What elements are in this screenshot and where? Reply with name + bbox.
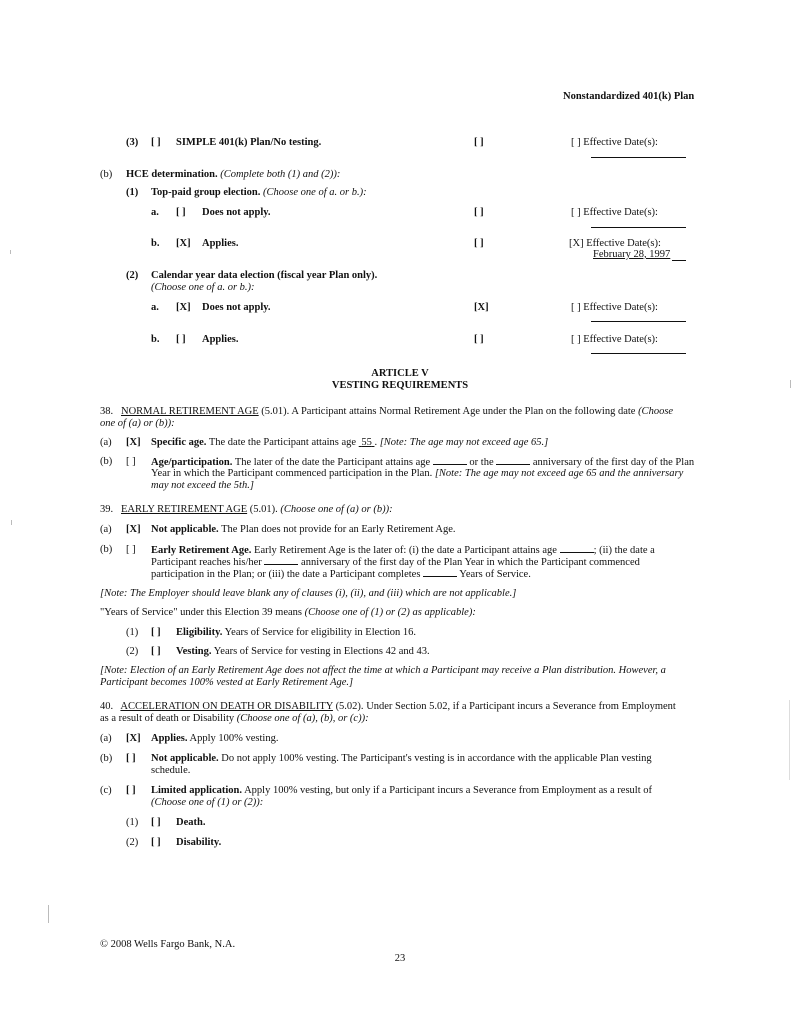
- election-text: as a result of death or Disability: [100, 713, 235, 724]
- instruction-note: may not exceed the 5th.]: [151, 480, 254, 491]
- checkbox[interactable]: [ ]: [474, 238, 484, 249]
- election-text: A Participant attains Normal Retirement Age under the Plan on the following date: [291, 406, 636, 417]
- effective-date-label: [X] Effective Date(s):: [569, 238, 661, 249]
- instruction-note: (Choose one of (1) or (2)):: [151, 797, 264, 808]
- item-number: (1): [126, 817, 139, 828]
- option-text: Participant reaches his/her: [151, 557, 262, 568]
- election-number: 40.: [100, 701, 114, 712]
- checkbox[interactable]: [ ]: [151, 837, 161, 848]
- option-text: anniversary of the first day of the Plan Year in which the Participant commenced: [301, 557, 640, 568]
- option-label: Not applicable.: [151, 753, 219, 764]
- item-letter: b.: [151, 238, 160, 249]
- option-text: Apply 100% vesting.: [189, 733, 279, 744]
- option-text: participation in the Plan; or (iii) the date a Participant completes: [151, 569, 421, 580]
- section-ref: (5.01).: [249, 504, 278, 515]
- option-text: ; (ii) the date a: [593, 545, 655, 556]
- instruction-note: (Choose one of (a) or (b)):: [280, 504, 393, 515]
- instruction-note: [Note: The age may not exceed age 65 and the anniversary: [434, 468, 684, 479]
- option-text: The Plan does not provide for an Early Retirement Age.: [221, 524, 456, 535]
- page-number: 23: [394, 953, 406, 964]
- checkbox[interactable]: [ ]: [474, 207, 484, 218]
- instruction-note: (Choose one of (1) or (2) as applicable):: [304, 607, 476, 618]
- checkbox[interactable]: [X]: [474, 302, 489, 313]
- item-number: (a): [100, 524, 112, 535]
- item-number: (b): [100, 544, 113, 555]
- option-text: anniversary of the first day of the Plan: [532, 457, 695, 468]
- option-label: Specific age.: [151, 437, 207, 448]
- option-text: or the: [469, 457, 494, 468]
- election-heading: NORMAL RETIREMENT AGE: [121, 406, 259, 417]
- checkbox[interactable]: [X]: [126, 733, 141, 744]
- option-text: Years of Service for eligibility in Election 16.: [224, 627, 417, 638]
- item-number: (2): [126, 837, 139, 848]
- scan-mark: [790, 380, 791, 388]
- item-number: (b): [100, 456, 113, 467]
- option-text: Years of Service for vesting in Elections 42 and 43.: [213, 646, 430, 657]
- document-header: Nonstandardized 401(k) Plan: [563, 91, 695, 102]
- instruction-note: Participant becomes 100% vested at Early Retirement Age.]: [100, 677, 354, 688]
- checkbox[interactable]: [ ]: [176, 334, 186, 345]
- option-text: The later of the date the Participant attains age: [234, 457, 431, 468]
- option-text: schedule.: [151, 765, 191, 776]
- effective-date-value: February 28, 1997: [593, 249, 671, 260]
- election-heading: EARLY RETIREMENT AGE: [121, 504, 248, 515]
- instruction-note: (Choose one of (a), (b), or (c)):: [236, 713, 369, 724]
- date-line: [591, 353, 686, 354]
- checkbox[interactable]: [ ]: [474, 334, 484, 345]
- option-label: Age/participation.: [151, 457, 233, 468]
- option-label: Limited application.: [151, 785, 243, 796]
- instruction-note: [Note: The Employer should leave blank any of clauses (i), (ii), and (iii) which are not applicable.]: [100, 588, 517, 599]
- instruction-note: (Complete both (1) and (2)):: [220, 169, 341, 180]
- checkbox[interactable]: [X]: [176, 302, 191, 313]
- instruction-note: [Note: The age may not exceed age 65.]: [379, 437, 549, 448]
- age-value[interactable]: 55: [361, 437, 372, 448]
- option-label: SIMPLE 401(k) Plan/No testing.: [176, 137, 322, 148]
- instruction-note: (Choose: [638, 406, 674, 417]
- checkbox[interactable]: [ ]: [474, 137, 484, 148]
- option-text: Year in which the Participant commenced participation in the Plan.: [151, 468, 433, 479]
- option-text: "Years of Service" under this Election 39 means: [100, 607, 303, 618]
- item-number: (c): [100, 785, 112, 796]
- item-letter: a.: [151, 302, 159, 313]
- article-title: ARTICLE V: [371, 368, 429, 379]
- copyright: © 2008 Wells Fargo Bank, N.A.: [100, 939, 236, 950]
- instruction-note: (Choose one of a. or b.):: [263, 187, 367, 198]
- election-number: 38.: [100, 406, 114, 417]
- anniversary-blank[interactable]: [264, 555, 298, 565]
- checkbox[interactable]: [ ]: [151, 137, 161, 148]
- date-line: [672, 260, 686, 261]
- section-ref: (5.02).: [335, 701, 364, 712]
- item-number: (2): [126, 270, 139, 281]
- item-number: (a): [100, 733, 112, 744]
- instruction-note: [Note: Election of an Early Retirement Age does not affect the time at which a Participant may receive a Plan distribution. However, a: [100, 665, 666, 676]
- instruction-note: one of (a) or (b)):: [100, 418, 175, 429]
- date-line: [591, 157, 686, 158]
- option-label: Disability.: [176, 837, 222, 848]
- date-line: [591, 321, 686, 322]
- option-label: Does not apply.: [202, 302, 271, 313]
- scan-mark: [789, 700, 790, 780]
- election-text: Under Section 5.02, if a Participant incurs a Severance from Employment: [366, 701, 676, 712]
- section-label: Top-paid group election.: [151, 187, 261, 198]
- age-blank[interactable]: [560, 543, 594, 553]
- election-number: 39.: [100, 504, 114, 515]
- item-number: (2): [126, 646, 139, 657]
- checkbox[interactable]: [ ]: [126, 785, 136, 796]
- scan-mark: [11, 520, 12, 525]
- anniversary-blank[interactable]: [496, 455, 530, 465]
- option-label: Not applicable.: [151, 524, 219, 535]
- checkbox[interactable]: [ ]: [151, 646, 161, 657]
- option-label: Early Retirement Age.: [151, 545, 252, 556]
- effective-date-label: [ ] Effective Date(s):: [571, 137, 658, 148]
- date-line: [591, 227, 686, 228]
- option-label: Applies.: [151, 733, 188, 744]
- election-heading: ACCELERATION ON DEATH OR DISABILITY: [120, 701, 333, 712]
- scan-mark: [10, 250, 11, 254]
- section-label: Calendar year data election (fiscal year Plan only).: [151, 270, 378, 281]
- option-text: Do not apply 100% vesting. The Participant's vesting is in accordance with the applicable Plan vesting: [221, 753, 652, 764]
- years-blank[interactable]: [423, 567, 457, 577]
- effective-date-label: [ ] Effective Date(s):: [571, 302, 658, 313]
- checkbox[interactable]: [ ]: [126, 753, 136, 764]
- item-number: (b): [100, 753, 113, 764]
- option-label: Death.: [176, 817, 206, 828]
- checkbox[interactable]: [X]: [126, 524, 141, 535]
- article-subtitle: VESTING REQUIREMENTS: [331, 380, 469, 391]
- option-text: Early Retirement Age is the later of: (i) the date a Participant attains age: [254, 545, 557, 556]
- item-letter: a.: [151, 207, 159, 218]
- option-label: Applies.: [202, 334, 239, 345]
- option-text: Apply 100% vesting, but only if a Participant incurs a Severance from Employment as a result of: [244, 785, 653, 796]
- item-letter: b.: [151, 334, 160, 345]
- option-label: Vesting.: [176, 646, 212, 657]
- item-number: (3): [126, 137, 139, 148]
- option-label: Eligibility.: [176, 627, 223, 638]
- checkbox[interactable]: [X]: [126, 437, 141, 448]
- checkbox[interactable]: [ ]: [151, 817, 161, 828]
- item-number: (b): [100, 169, 113, 180]
- option-text: Years of Service.: [459, 569, 531, 580]
- checkbox[interactable]: [ ]: [126, 544, 136, 555]
- instruction-note: (Choose one of a. or b.):: [151, 282, 255, 293]
- section-label: HCE determination.: [126, 169, 218, 180]
- checkbox[interactable]: [ ]: [126, 456, 136, 467]
- item-number: (1): [126, 627, 139, 638]
- option-text: The date the Participant attains age: [208, 437, 357, 448]
- age-blank[interactable]: [433, 455, 467, 465]
- effective-date-label: [ ] Effective Date(s):: [571, 207, 658, 218]
- scan-mark: [48, 905, 49, 923]
- checkbox[interactable]: [X]: [176, 238, 191, 249]
- item-number: (a): [100, 437, 112, 448]
- checkbox[interactable]: [ ]: [151, 627, 161, 638]
- section-ref: (5.01).: [261, 406, 290, 417]
- option-label: Applies.: [202, 238, 239, 249]
- checkbox[interactable]: [ ]: [176, 207, 186, 218]
- option-label: Does not apply.: [202, 207, 271, 218]
- item-number: (1): [126, 187, 139, 198]
- effective-date-label: [ ] Effective Date(s):: [571, 334, 658, 345]
